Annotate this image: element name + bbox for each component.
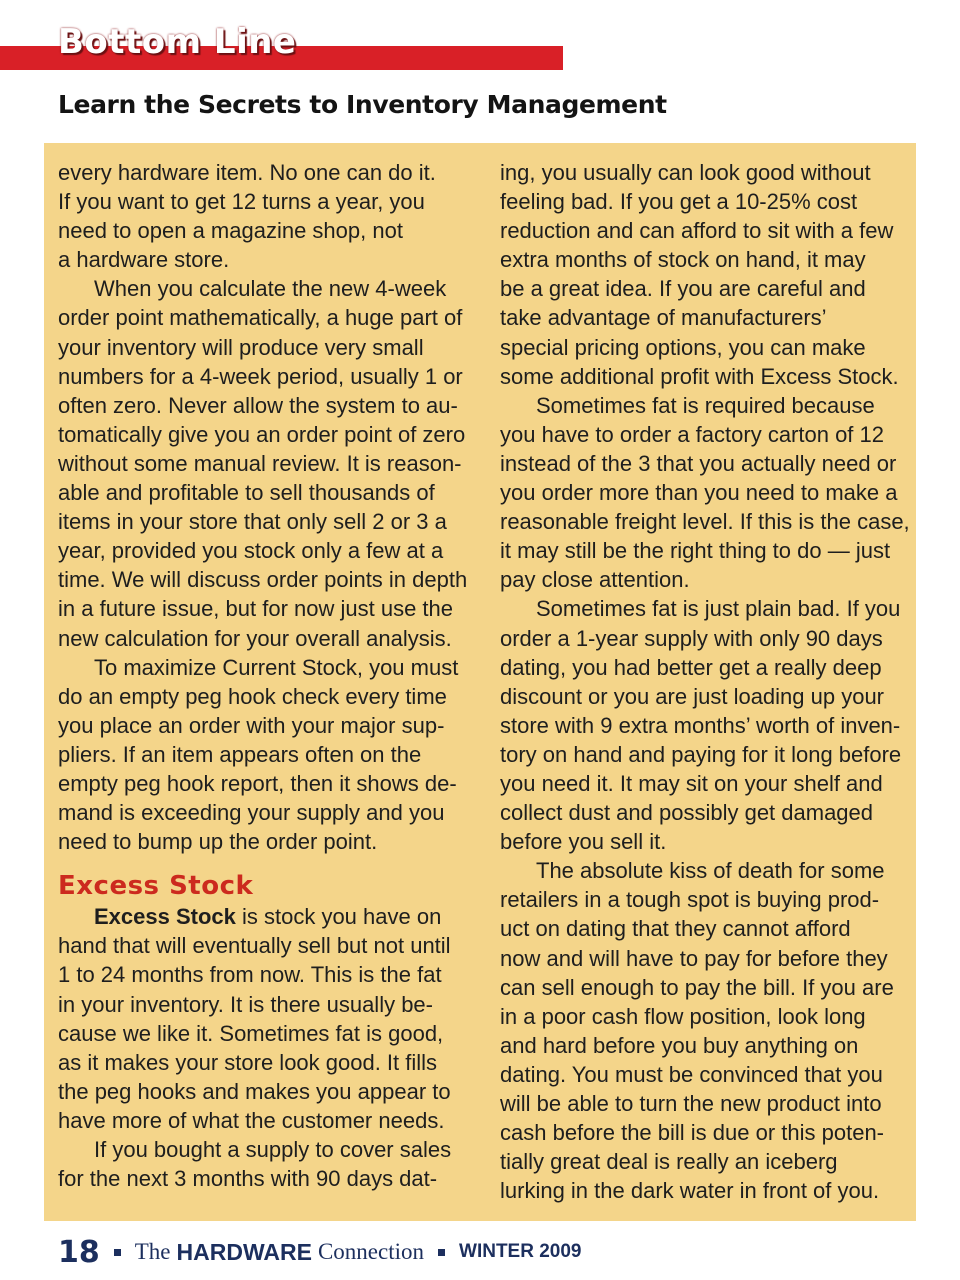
paragraph: [58, 1135, 468, 1193]
text-line: feeling bad. If you get a 10-25% cost: [500, 189, 858, 215]
text-line: as it makes your store look good. It fills: [58, 1049, 438, 1075]
text-line: you order more than you need to make a: [500, 480, 898, 506]
text-line: reduction and can afford to sit with a few: [500, 218, 894, 244]
article-column-left: [58, 158, 468, 1193]
text-line: in your inventory. It is there usually be-: [58, 991, 433, 1017]
text-line: Sometimes fat is required because: [536, 392, 875, 418]
text-line: mand is exceeding your supply and you: [58, 800, 445, 826]
text-line: Sometimes fat is just plain bad. If you: [536, 596, 901, 622]
article-column-right: [500, 158, 910, 1205]
text-line: The absolute kiss of death for some: [536, 858, 885, 884]
text-line: If you bought a supply to cover sales: [94, 1137, 452, 1162]
text-line: If you want to get 12 turns a year, you: [58, 189, 425, 215]
text-line: the peg hooks and makes you appear to: [58, 1078, 451, 1104]
text-line: new calculation for your overall analysis.: [58, 625, 452, 651]
text-line: often zero. Never allow the system to au-: [58, 392, 458, 418]
text-line: empty peg hook report, then it shows de-: [58, 770, 457, 796]
text-line: order a 1-year supply with only 90 days: [500, 625, 883, 651]
text-line: do an empty peg hook check every time: [58, 683, 447, 709]
text-line: it may still be the right thing to do — just: [500, 538, 891, 564]
text-line: cash before the bill is due or this poten-: [500, 1120, 885, 1146]
text-line: extra months of stock on hand, it may: [500, 247, 866, 273]
paragraph: [500, 158, 910, 391]
magazine-name-the: The: [134, 1239, 171, 1264]
text-line: in a poor cash flow position, look long: [500, 1003, 866, 1029]
text-line: in a future issue, but for now just use the: [58, 596, 454, 622]
text-line: able and profitable to sell thousands of: [58, 480, 435, 506]
magazine-name-connection: Connection: [317, 1239, 425, 1264]
paragraph: [500, 856, 910, 1205]
text-line: you need it. It may sit on your shelf and: [500, 770, 883, 796]
text-line: you have to order a factory carton of 12: [500, 421, 885, 447]
page-number: 18: [58, 1234, 100, 1270]
text-line: tory on hand and paying for it long before: [500, 741, 902, 767]
magazine-name-hardware: HARDWARE: [176, 1238, 312, 1265]
text-line: collect dust and possibly get damaged: [500, 800, 874, 826]
text-line: When you calculate the new 4-week: [94, 276, 447, 302]
text-line: tially great deal is really an iceberg: [500, 1149, 838, 1175]
text-line: discount or you are just loading up your: [500, 683, 885, 709]
bold-term: Excess Stock: [94, 904, 236, 930]
text-line: uct on dating that they cannot afford: [500, 916, 851, 942]
text-line: numbers for a 4-week period, usually 1 or: [58, 363, 463, 389]
text-line: pliers. If an item appears often on the: [58, 741, 422, 767]
bullet-square-icon: [438, 1249, 445, 1256]
text-line: can sell enough to pay the bill. If you are: [500, 974, 894, 1000]
text-line: dating. You must be convinced that you: [500, 1061, 883, 1087]
text-line: now and will have to pay for before they: [500, 945, 888, 971]
bullet-square-icon: [114, 1249, 121, 1256]
text-fragment: is stock you have on: [235, 904, 442, 930]
text-line: need to bump up the order point.: [58, 829, 378, 855]
text-line: reasonable freight level. If this is the case,: [500, 509, 910, 535]
text-line: you place an order with your major sup-: [58, 712, 445, 738]
text-line: and hard before you buy anything on: [500, 1032, 859, 1058]
text-line: retailers in a tough spot is buying prod-: [500, 887, 880, 913]
paragraph: [500, 391, 910, 595]
text-line: lurking in the dark water in front of you.: [500, 1178, 880, 1204]
text-line: have more of what the customer needs.: [58, 1107, 445, 1133]
text-line: items in your store that only sell 2 or 3 a: [58, 509, 447, 535]
paragraph: [500, 594, 910, 856]
text-line: 1 to 24 months from now. This is the fat: [58, 962, 442, 988]
section-title: Bottom Line: [58, 22, 297, 62]
paragraph: [58, 653, 468, 857]
text-line: a hardware store.: [58, 247, 230, 273]
text-line: year, provided you stock only a few at a: [58, 538, 444, 564]
text-line: pay close attention.: [500, 567, 690, 593]
text-line: every hardware item. No one can do it.: [58, 160, 436, 185]
section-heading-excess-stock: Excess Stock: [58, 871, 254, 902]
text-line: store with 9 extra months’ worth of inven-: [500, 712, 901, 738]
text-line: need to open a magazine shop, not: [58, 218, 403, 244]
paragraph: [58, 902, 468, 1135]
page-footer: [58, 1232, 582, 1272]
text-line: take advantage of manufacturers’: [500, 305, 827, 331]
text-line: time. We will discuss order points in depth: [58, 567, 468, 593]
text-line: instead of the 3 that you actually need or: [500, 450, 897, 476]
article-title: Learn the Secrets to Inventory Management: [58, 90, 667, 119]
text-line: without some manual review. It is reason-: [58, 450, 462, 476]
paragraph: [58, 274, 468, 652]
text-line: be a great idea. If you are careful and: [500, 276, 866, 302]
text-line: before you sell it.: [500, 829, 667, 855]
text-line: [58, 902, 468, 931]
paragraph: [58, 158, 468, 274]
text-line: order point mathematically, a huge part of: [58, 305, 463, 331]
text-line: To maximize Current Stock, you must: [94, 654, 459, 680]
text-line: some additional profit with Excess Stock.: [500, 363, 899, 389]
text-line: dating, you had better get a really deep: [500, 654, 882, 680]
text-line: cause we like it. Sometimes fat is good,: [58, 1020, 444, 1046]
issue-date: WINTER 2009: [459, 1241, 582, 1262]
text-line: tomatically give you an order point of zero: [58, 421, 466, 447]
text-line: hand that will eventually sell but not until: [58, 933, 451, 959]
text-line: your inventory will produce very small: [58, 334, 424, 360]
text-line: ing, you usually can look good without: [500, 160, 871, 185]
text-line: will be able to turn the new product into: [500, 1091, 882, 1116]
text-line: special pricing options, you can make: [500, 334, 866, 360]
text-line: for the next 3 months with 90 days dat-: [58, 1166, 438, 1192]
